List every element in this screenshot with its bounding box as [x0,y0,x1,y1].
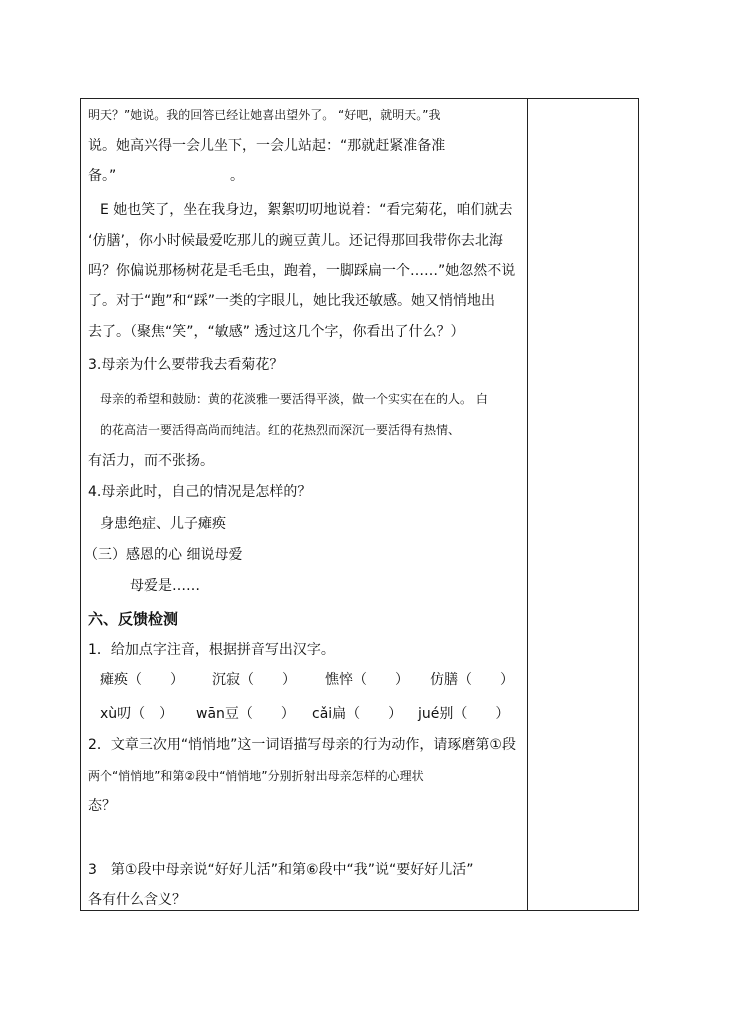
question-3-final: 各有什么含义？ [88,892,186,908]
question-3-final: 3 第①段中母亲说“好好儿活”和第⑥段中“我”说“要好好儿活” [88,862,474,878]
question-4: 4.母亲此时，自己的情况是怎样的？ [88,484,312,500]
pinyin-item: wān豆（ ） [196,706,295,722]
passage-line: 了。对于“跑”和“踩”一类的字眼儿，她比我还敏感。她又悄悄地出 [88,293,496,309]
pinyin-item: 瘫痪（ ） [100,672,184,688]
answer-line: 的花高洁一要活得高尚而纯洁。红的花热烈而深沉一要活得有热情、 [100,423,461,437]
passage-line: 吗？你偏说那杨树花是毛毛虫，跑着，一脚踩扁一个……”她忽然不说 [88,263,516,279]
answer-line: 有活力，而不张扬。 [88,453,214,469]
pinyin-item: 仿膳（ ） [430,672,514,688]
pinyin-item: jué别（ ） [418,706,510,722]
pinyin-item: 憔悴（ ） [325,672,409,688]
passage-line-period: 。 [230,168,244,184]
passage-line: 明天？”她说。我的回答已经让她喜出望外了。 “好吧，就明天。”我 [88,108,441,122]
answer-line: 身患绝症、儿子瘫痪 [100,516,226,532]
passage-line: 说。她高兴得一会儿坐下，一会儿站起：“那就赶紧准备准 [88,138,446,154]
question-3: 3.母亲为什么要带我去看菊花？ [88,357,284,373]
passage-line: ‘仿膳’，你小时候最爱吃那儿的豌豆黄儿。还记得那回我带你去北海 [88,233,503,249]
question-1: 1．给加点字注音，根据拼音写出汉字。 [88,642,335,658]
passage-line: 备。” [88,168,117,184]
passage-line: 去了。（聚焦“笑”，“敏感” 透过这几个字，你看出了什么？） [88,324,465,340]
section-heading: 六、反馈检测 [88,610,179,628]
table-column-divider [527,98,528,911]
question-2: 2．文章三次用“悄悄地”这一词语描写母亲的行为动作，请琢磨第①段 [88,737,516,753]
section-content: 母爱是…… [130,578,200,594]
pinyin-item: cǎi扁（ ） [312,706,403,722]
passage-line: E 她也笑了，坐在我身边，絮絮叨叨地说着：“看完菊花，咱们就去 [100,202,513,218]
answer-line: 母亲的希望和鼓励：黄的花淡雅一要活得平淡，做一个实实在在的人。 白 [100,392,488,406]
question-2: 两个“悄悄地”和第②段中“悄悄地”分别折射出母亲怎样的心理状 [88,769,424,783]
pinyin-item: xù叨（ ） [100,706,174,722]
section-heading: （三）感恩的心 细说母爱 [84,547,243,563]
question-2: 态？ [88,798,116,814]
lesson-table [80,98,639,911]
pinyin-item: 沉寂（ ） [212,672,296,688]
